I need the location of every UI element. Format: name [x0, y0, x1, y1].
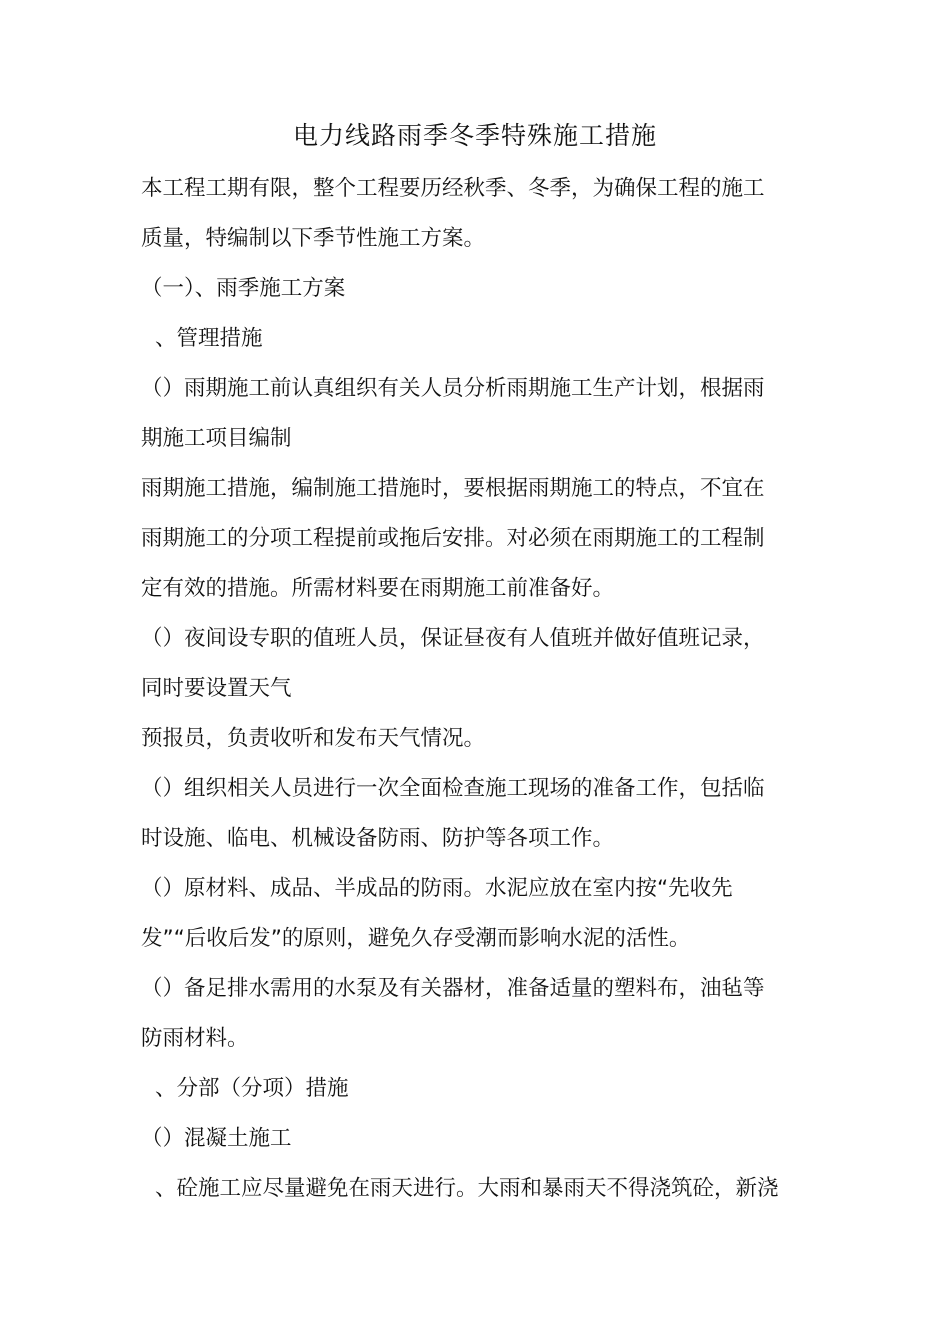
subsection-heading: 、管理措施 [155, 326, 263, 351]
paragraph-line: 防雨材料。 [141, 1026, 249, 1051]
paragraph-line: 质量，特编制以下季节性施工方案。 [141, 226, 486, 251]
subsection-heading: 、分部（分项）措施 [155, 1076, 349, 1101]
paragraph-line: （）备足排水需用的水泵及有关器材，准备适量的塑料布，油毡等 [141, 976, 765, 1001]
section-heading: （一）、雨季施工方案 [141, 276, 346, 301]
paragraph-line: （）原材料、成品、半成品的防雨。水泥应放在室内按“先收先 [141, 876, 733, 901]
paragraph-line: 、砼施工应尽量避免在雨天进行。大雨和暴雨天不得浇筑砼，新浇 [155, 1176, 779, 1201]
paragraph-line: （）夜间设专职的值班人员，保证昼夜有人值班并做好值班记录， [141, 626, 765, 651]
document-title: 电力线路雨季冬季特殊施工措施 [292, 121, 657, 150]
paragraph-line: 预报员，负责收听和发布天气情况。 [141, 726, 486, 751]
paragraph-line: 同时要设置天气 [141, 676, 292, 701]
paragraph-line: 发”“后收后发”的原则，避免久存受潮而影响水泥的活性。 [141, 926, 691, 951]
paragraph-line: （）组织相关人员进行一次全面检查施工现场的准备工作，包括临 [141, 776, 765, 801]
paragraph-line: 雨期施工措施，编制施工措施时，要根据雨期施工的特点，不宜在 [141, 476, 765, 501]
paragraph-line: 本工程工期有限，整个工程要历经秋季、冬季，为确保工程的施工 [141, 176, 765, 201]
paragraph-line: 期施工项目编制 [141, 426, 292, 451]
paragraph-line: 时设施、临电、机械设备防雨、防护等各项工作。 [141, 826, 615, 851]
paragraph-line: （）雨期施工前认真组织有关人员分析雨期施工生产计划，根据雨 [141, 376, 765, 401]
paragraph-line: 雨期施工的分项工程提前或拖后安排。对必须在雨期施工的工程制 [141, 526, 765, 551]
paragraph-line: （）混凝土施工 [141, 1126, 292, 1151]
paragraph-line: 定有效的措施。所需材料要在雨期施工前准备好。 [141, 576, 615, 601]
